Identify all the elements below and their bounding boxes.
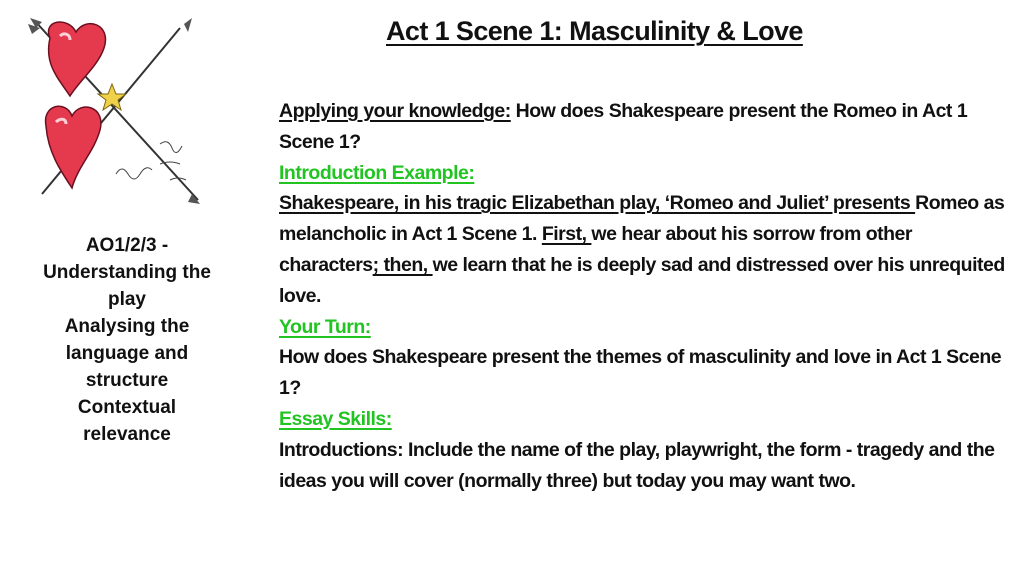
your-turn-heading: Your Turn: (279, 315, 371, 338)
intro-part3: we hear about his sorrow from other characters (279, 223, 912, 276)
essay-text: Introductions: Include the name of the play, playwright, the form - tragedy and the ideas you will cover (normally three) but today you may want two. (279, 438, 995, 492)
objective-line: Understanding the (43, 262, 211, 283)
objective-line: play (107, 289, 147, 310)
applying-paragraph (279, 96, 1009, 158)
arrowhead-2 (184, 18, 192, 32)
objective-line: relevance (83, 424, 171, 445)
intro-paragraph (279, 188, 1009, 311)
lower-heart (46, 106, 101, 188)
intro-part4: we learn that he is deeply sad and distressed over his unrequited love. (279, 253, 1005, 307)
main-content (279, 96, 1009, 496)
intro-then: ; then, (372, 253, 433, 276)
your-turn-heading-line (279, 312, 1009, 343)
applying-question: How does Shakespeare present the Romeo in Act 1 Scene 1? (279, 100, 968, 153)
objective-line: AO1/2/3 - (85, 235, 169, 256)
applying-label: Applying your knowledge: (279, 100, 511, 122)
upper-heart (48, 22, 105, 96)
essay-heading: Essay Skills: (279, 407, 392, 430)
hearts-arrows-logo (20, 14, 204, 208)
objective-line: Analysing the (64, 316, 190, 337)
intro-underlined: Shakespeare, in his tragic Elizabethan play, ‘Romeo and Juliet’ presents (279, 192, 916, 215)
hearts-arrows-icon (20, 14, 204, 208)
objective-line: Contextual (77, 397, 177, 418)
objective-line: language and (65, 343, 189, 364)
intro-part2: Romeo as melancholic in Act 1 Scene 1. (279, 192, 1005, 246)
page-title: Act 1 Scene 1: Masculinity & Love (386, 16, 803, 46)
intro-first: First, (541, 223, 592, 246)
objective-line: structure (85, 370, 169, 391)
assessment-objectives (20, 232, 234, 448)
essay-heading-line (279, 404, 1009, 435)
intro-heading: Introduction Example: (279, 161, 475, 184)
intro-heading-line (279, 158, 1009, 189)
your-turn-text: How does Shakespeare present the themes of masculinity and love in Act 1 Scene 1? (279, 346, 1002, 400)
